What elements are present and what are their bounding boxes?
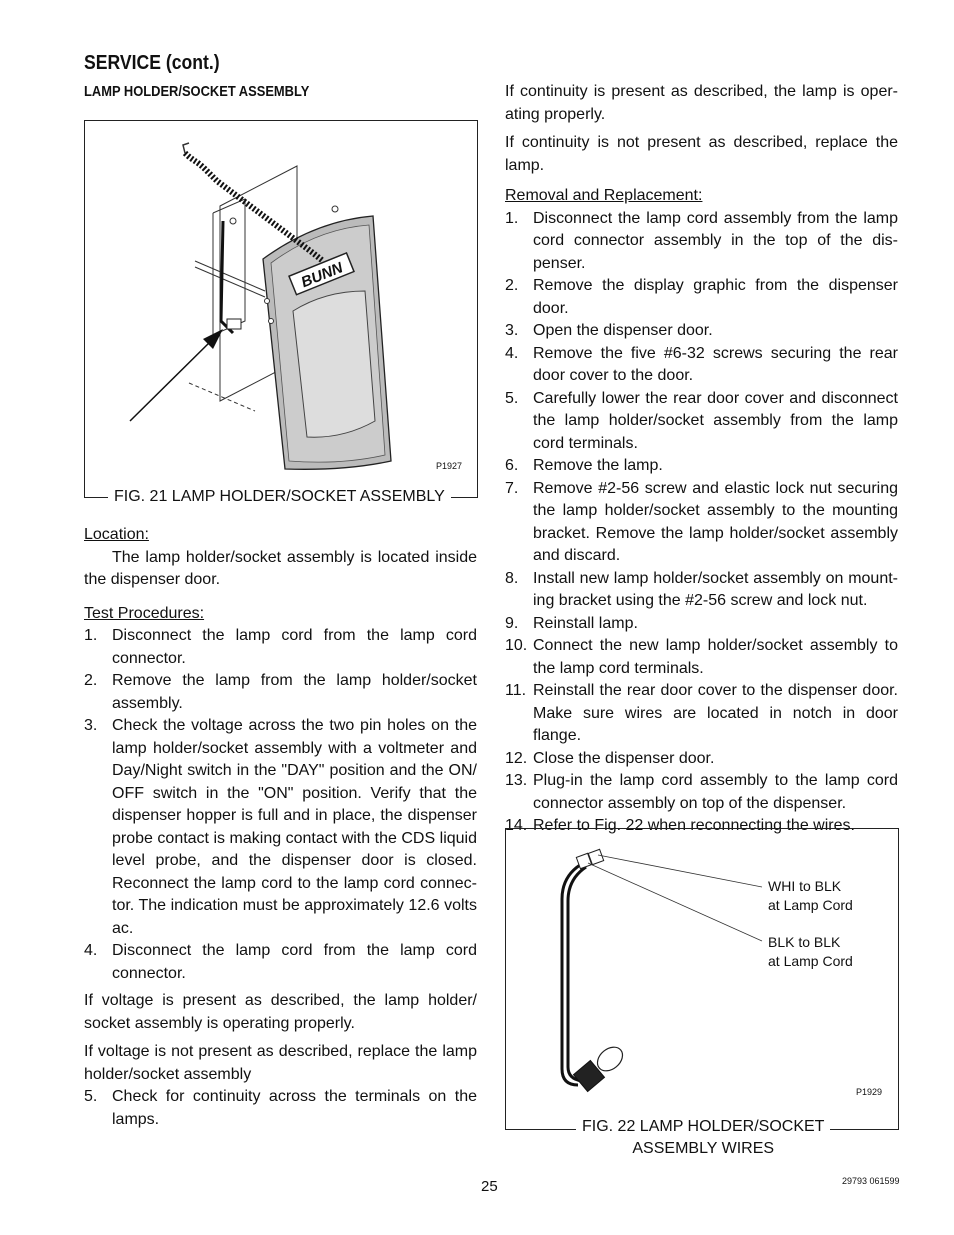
list-item: 1. Disconnect the lamp cord from the lamp cord connector. — [84, 627, 477, 667]
location-heading: Location: — [84, 526, 149, 543]
figure-22-part-number: P1929 — [856, 1087, 883, 1097]
list-item: 3. Check the voltage across the two pin holes on the lamp holder/socket assembly with a voltmeter and Day/Night switch in the "DAY" position and the ON/ OFF switch in the "ON" position. Verify that the dispenser hopper is full and in place, the dispenser probe contact is making contact with the CDS liquid level probe, and the dispenser door is closed. Reconnect the lamp cord to the lamp cord connec-tor. The indication must be approximately 12.6 volts ac. — [84, 717, 477, 937]
continuity-absent-text: If continuity is not present as described, replace the lamp. — [505, 134, 898, 174]
list-item: 14. Refer to Fig. 22 when reconnecting the wires. — [505, 817, 855, 834]
figure-21-caption: FIG. 21 LAMP HOLDER/SOCKET ASSEMBLY — [108, 486, 451, 508]
section-subtitle: LAMP HOLDER/SOCKET ASSEMBLY — [84, 83, 310, 100]
continuity-present-text: If continuity is present as described, the lamp is oper-ating properly. — [505, 83, 898, 123]
removal-heading: Removal and Replacement: — [505, 187, 703, 204]
lamp-holder-wires-illustration — [506, 829, 898, 1129]
voltage-absent-text: If voltage is not present as described, replace the lamp holder/socket assembly — [84, 1043, 477, 1083]
list-item: 2. Remove the lamp from the lamp holder/socket assembly. — [84, 672, 477, 712]
list-item: 7. Remove #2-56 screw and elastic lock nut securing the lamp holder/socket assembly to the mounting bracket. Remove the lamp holder/socket assembly and discard. — [505, 479, 898, 564]
location-text: The lamp holder/socket assembly is located inside the dispenser door. — [84, 548, 477, 588]
brand-logo-text: BUNN — [298, 259, 346, 292]
list-item: 3. Open the dispenser door. — [505, 322, 713, 339]
list-item: 9. Reinstall lamp. — [505, 614, 638, 632]
list-item: 5. Check for continuity across the terminals on the lamps. — [84, 1088, 477, 1128]
list-item: 10. Connect the new lamp holder/socket assembly to the lamp cord terminals. — [505, 637, 898, 677]
wire-label-black: BLK to BLK at Lamp Cord — [768, 934, 853, 969]
list-item: 2. Remove the display graphic from the dispenser door. — [505, 277, 898, 317]
voltage-present-text: If voltage is present as described, the lamp holder/ socket assembly is operating properly. — [84, 992, 477, 1032]
list-item: 8. Install new lamp holder/socket assembly on mount-ing bracket using the #2-56 screw and lock nut. — [505, 569, 898, 609]
section-title: SERVICE (cont.) — [84, 52, 220, 74]
figure-21-part-number: P1927 — [436, 461, 463, 471]
figure-21-frame — [84, 120, 478, 498]
list-item: 12. Close the dispenser door. — [505, 749, 715, 767]
test-procedures-heading: Test Procedures: — [84, 604, 205, 622]
removal-steps-list — [505, 208, 898, 838]
lamp-holder-assembly-illustration — [85, 121, 477, 497]
figure-22-frame — [505, 828, 899, 1130]
list-item: 11. Reinstall the rear door cover to the dispenser door. Make sure wires are located in notch in door flange. — [505, 682, 898, 744]
right-column — [505, 81, 898, 838]
wire-label-white: WHI to BLK at Lamp Cord — [768, 878, 853, 913]
list-item: 4. Remove the five #6-32 screws securing the rear door cover to the door. — [505, 344, 898, 384]
figure-22-caption: FIG. 22 LAMP HOLDER/SOCKET ASSEMBLY WIRES — [576, 1116, 830, 1160]
list-item: 1. Disconnect the lamp cord assembly from the lamp cord connector assembly in the top of the dis-penser. — [505, 209, 898, 272]
document-code: 29793 061599 — [842, 1176, 900, 1186]
test-procedures-list — [84, 625, 477, 985]
list-item: 4. Disconnect the lamp cord from the lamp cord connector. — [84, 942, 477, 982]
left-column — [84, 524, 477, 1131]
list-item: 13. Plug-in the lamp cord assembly to the lamp cord connector assembly on top of the dispenser. — [505, 772, 898, 812]
list-item: 5. Carefully lower the rear door cover and disconnect the lamp holder/socket assembly from the lamp cord terminals. — [505, 389, 898, 452]
list-item: 6. Remove the lamp. — [505, 457, 663, 474]
page-number: 25 — [481, 1178, 498, 1195]
test-procedures-list-continued — [84, 1086, 477, 1131]
